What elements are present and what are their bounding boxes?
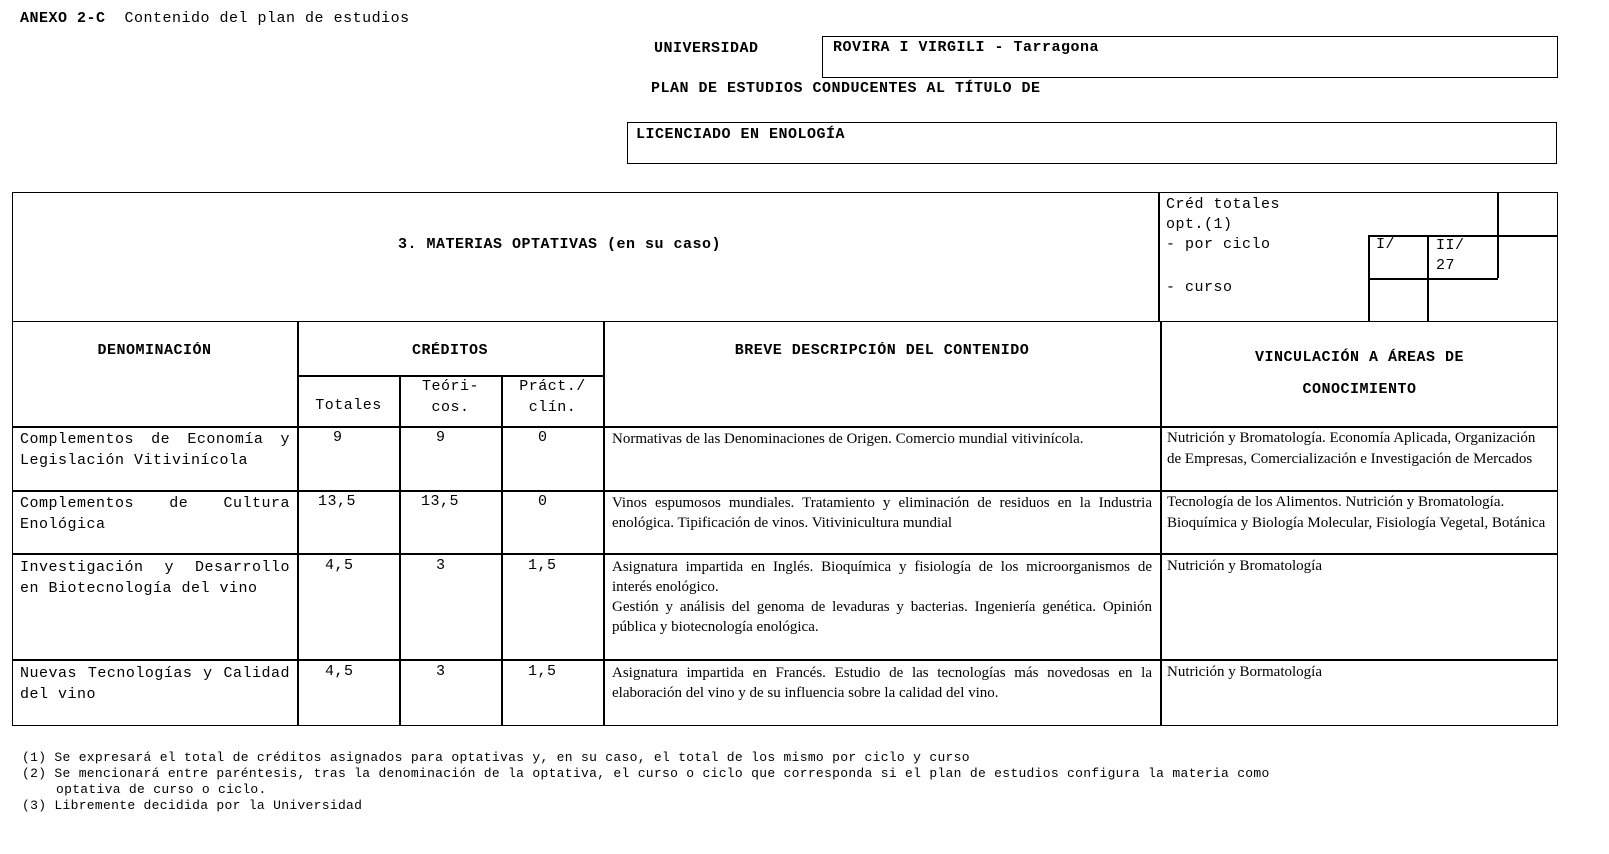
footnote-2: (2) Se mencionará entre paréntesis, tras la denominación de la optativa, el curso o ciclo que corresponda si el plan de estudios configura la materia como [22,766,1270,781]
divider [501,375,503,726]
row-3-teoricos: 3 [436,557,446,574]
annex-label: ANEXO 2-C [20,10,106,27]
header-practicos [502,376,603,418]
row-1-denominacion: Complementos de Economía y Legislación Vitivinícola [20,431,290,469]
row-2-vinculacion: Tecnología de los Alimentos. Nutrición y Bromatología. Bioquímica y Biología Molecular, Fisiología Vegetal, Botánica [1167,494,1546,531]
annex-title: Contenido del plan de estudios [124,10,410,27]
row-3-descripcion-part2: Gestión y análisis del genoma de levaduras y bacterias. Ingeniería genética. Opinión pública y biotecnología enológica. [612,599,1152,635]
header-teoricos-1: Teóri- [421,378,479,395]
header-teoricos [400,376,501,418]
divider [1158,192,1160,322]
cred-totales-label [1166,195,1280,235]
row-3-descripcion-part1: Asignatura impartida en Inglés. Bioquímica y fisiología de los microorganismos de interés enológico. [612,559,1152,595]
footnote-1: (1) Se expresará el total de créditos asignados para optativas y, en su caso, el total de los mismo por ciclo y curso [22,750,970,765]
ciclo-ii-value: 27 [1436,257,1456,274]
row-2-descripcion: Vinos espumosos mundiales. Tratamiento y eliminación de residuos en la Industria enológica. Tipificación de vinos. Vitivinicultura mundial [612,495,1152,531]
plan-label: PLAN DE ESTUDIOS CONDUCENTES AL TÍTULO DE [651,80,1041,97]
row-3-denominacion: Investigación y Desarrollo en Biotecnología del vino [20,559,290,597]
row-3-vinculacion: Nutrición y Bromatología [1167,558,1322,574]
row-3-descripcion [612,557,1152,637]
divider [297,321,299,726]
row-2-denominacion: Complementos de Cultura Enológica [20,495,290,533]
header-teoricos-2: cos. [431,399,470,416]
university-box [822,36,1558,78]
row-4-totales: 4,5 [325,663,354,680]
row-4-descripcion: Asignatura impartida en Francés. Estudio de las tecnologías más novedosas en la elaboración del vino y de su influencia sobre la calidad del vino. [612,665,1152,701]
header-totales: Totales [315,397,382,414]
degree-box [627,122,1557,164]
curso-label: - curso [1166,279,1233,296]
footnotes [22,750,1582,814]
por-ciclo-label: - por ciclo [1166,236,1271,253]
row-2-practicos: 0 [538,493,548,510]
university-value: ROVIRA I VIRGILI - Tarragona [833,39,1100,56]
row-2-totales: 13,5 [318,493,357,510]
row-1-vinculacion: Nutrición y Bromatología. Economía Aplicada, Organización de Empresas, Comercialización e Investigación de Mercados [1167,430,1536,467]
cred-totales-line1: Créd totales [1166,196,1281,213]
row-3-practicos: 1,5 [528,557,557,574]
header-vinculacion-2: CONOCIMIENTO [1302,381,1417,398]
footnote-2-continued: optativa de curso o ciclo. [56,782,267,797]
divider [12,553,1558,555]
divider [603,321,605,726]
header-denominacion: DENOMINACIÓN [97,342,212,359]
row-2-teoricos: 13,5 [421,493,460,510]
header-practicos-1: Práct./ [519,378,586,395]
header-descripcion: BREVE DESCRIPCIÓN DEL CONTENIDO [734,342,1030,359]
footnote-3: (3) Libremente decidida por la Universidad [22,798,363,813]
row-4-practicos: 1,5 [528,663,557,680]
degree-title: LICENCIADO EN ENOLOGÍA [636,126,846,143]
section-title: 3. MATERIAS OPTATIVAS (en su caso) [398,236,722,253]
row-1-descripcion: Normativas de las Denominaciones de Origen. Comercio mundial vitivinícola. [612,431,1084,447]
header-vinculacion-1: VINCULACIÓN A ÁREAS DE [1254,349,1465,366]
section-header-box [12,192,1558,322]
ciclo-i: I/ [1376,236,1396,253]
row-4-teoricos: 3 [436,663,446,680]
cred-totales-line2: opt.(1) [1166,216,1233,233]
ciclo-ii [1436,236,1465,276]
row-4-vinculacion: Nutrición y Bormatología [1167,664,1322,680]
header-practicos-2: clín. [528,399,577,416]
row-3-totales: 4,5 [325,557,354,574]
divider [399,375,401,726]
row-4-denominacion: Nuevas Tecnologías y Calidad del vino [20,665,290,703]
header-vinculacion [1161,342,1558,406]
divider [12,659,1558,661]
university-label: UNIVERSIDAD [654,40,759,57]
ciclo-ii-label: II/ [1436,237,1465,254]
divider [1368,278,1498,280]
row-1-teoricos: 9 [436,429,446,446]
header-creditos: CRÉDITOS [411,342,488,359]
row-1-totales: 9 [333,429,343,446]
annex-header [20,10,410,27]
row-1-practicos: 0 [538,429,548,446]
